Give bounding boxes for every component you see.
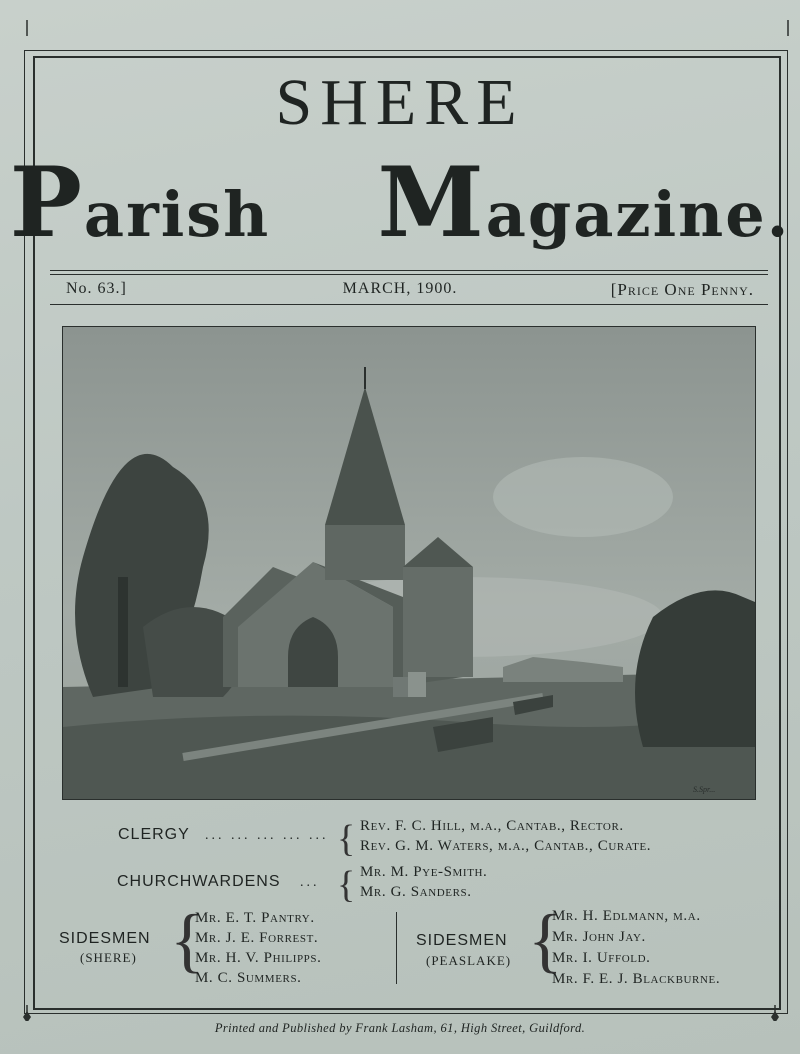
corner-ornament	[22, 20, 32, 36]
corner-ornament	[783, 20, 793, 36]
rule-top-double	[50, 274, 768, 275]
masthead-subtitle	[0, 146, 800, 259]
church-engraving	[62, 326, 756, 800]
engraver-signature: S.Spr...	[693, 785, 716, 794]
rule-bottom	[50, 304, 768, 305]
clergy-line-1: Rev. F. C. Hill, m.a., Cantab., Rector.	[360, 818, 624, 834]
sidesmen-shere-line-1: Mr. E. T. Pantry.	[195, 910, 315, 926]
sidesmen-shere-line-2: Mr. J. E. Forrest.	[195, 930, 319, 946]
sidesmen-peaslake-line-1: Mr. H. Edlmann, m.a.	[552, 908, 701, 924]
clergy-dots: ... ... ... ... ...	[205, 828, 329, 843]
sidesmen-peaslake-line-3: Mr. I. Uffold.	[552, 950, 651, 966]
ornate-initial-m: M	[377, 146, 486, 259]
word-arish: arish	[83, 178, 271, 251]
sidesmen-peaslake-brace: {	[528, 900, 563, 980]
clergy-line-2: Rev. G. M. Waters, m.a., Cantab., Curate.	[360, 838, 652, 854]
publisher-footer: Printed and Published by Frank Lasham, 61, High Street, Guildford.	[214, 1021, 586, 1035]
corner-ornament	[22, 1005, 32, 1021]
sidesmen-shere-sub: (SHERE)	[80, 950, 137, 965]
issue-price: [Price One Penny.	[610, 280, 754, 299]
sidesmen-peaslake-label: SIDESMEN	[416, 932, 508, 949]
issue-number: No. 63.]	[66, 280, 127, 297]
sidesmen-shere-line-4: M. C. Summers.	[195, 970, 302, 986]
churchwardens-line-2: Mr. G. Sanders.	[360, 884, 472, 900]
word-agazine: agazine.	[485, 178, 791, 251]
sidesmen-shere-brace: {	[170, 900, 205, 980]
rule-top	[50, 270, 768, 271]
masthead-title: SHERE	[275, 66, 525, 139]
sidesmen-shere-label: SIDESMEN	[59, 930, 151, 947]
issue-date: MARCH, 1900.	[342, 280, 458, 297]
churchwardens-line-1: Mr. M. Pye-Smith.	[360, 864, 488, 880]
sidesmen-peaslake-sub: (PEASLAKE)	[426, 953, 512, 968]
sidesmen-peaslake-line-2: Mr. John Jay.	[552, 929, 646, 945]
sidesmen-divider	[396, 912, 397, 984]
sidesmen-shere-line-3: Mr. H. V. Philipps.	[195, 950, 322, 966]
clergy-brace: {	[337, 818, 356, 860]
corner-ornament	[770, 1005, 780, 1021]
churchwardens-dots: ...	[300, 875, 320, 890]
sidesmen-peaslake-line-4: Mr. F. E. J. Blackburne.	[552, 971, 721, 987]
churchwardens-label: CHURCHWARDENS	[117, 873, 281, 890]
churchwardens-brace: {	[337, 864, 356, 906]
ornate-initial-p: P	[9, 146, 84, 259]
clergy-label: CLERGY	[118, 826, 190, 843]
